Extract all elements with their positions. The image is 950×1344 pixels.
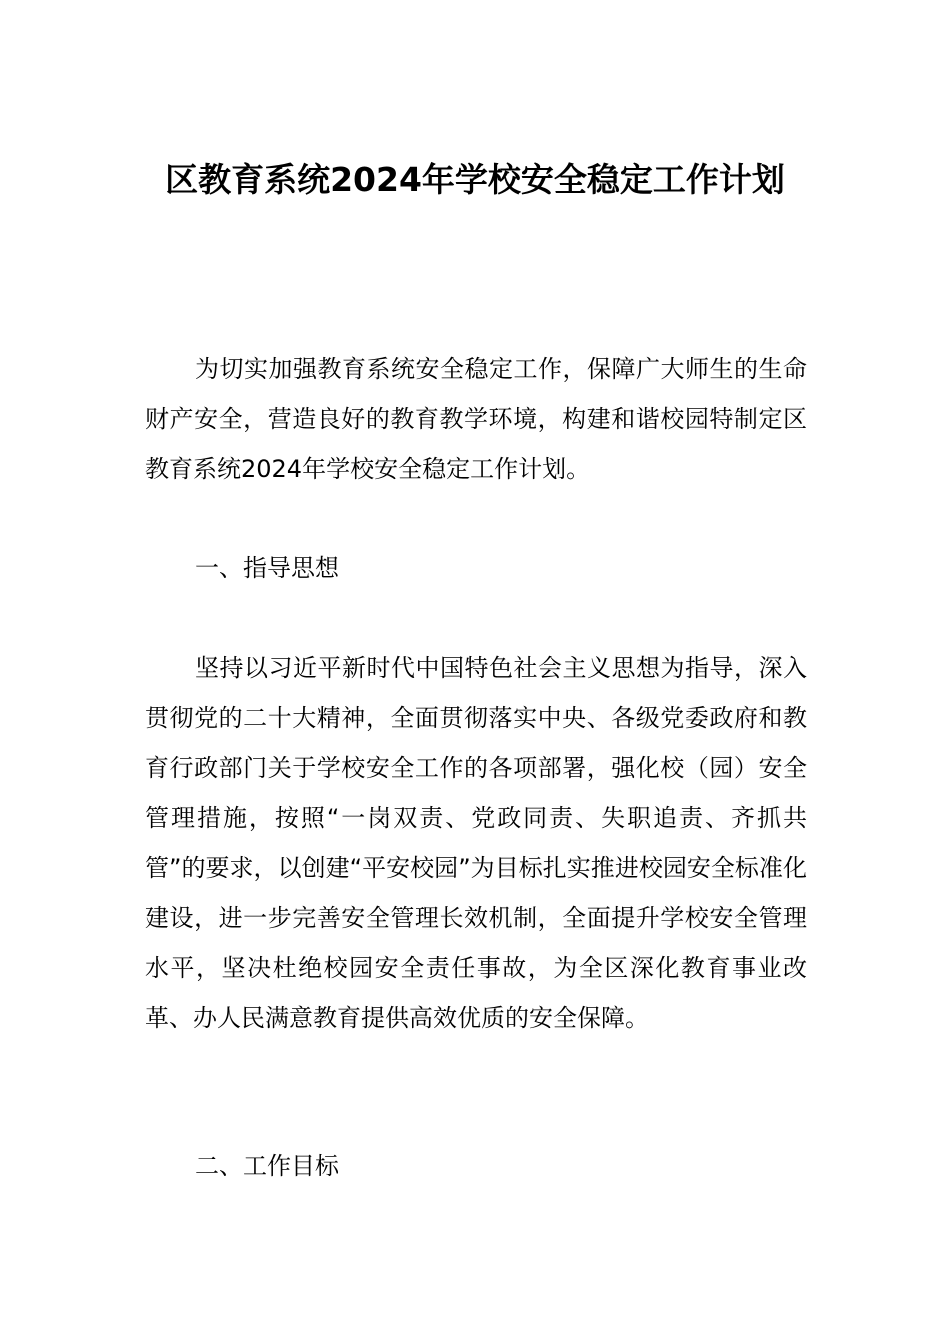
intro-paragraph: 为切实加强教育系统安全稳定工作，保障广大师生的生命财产安全，营造良好的教育教学环境，构建和谐校园特制定区教育系统2024年学校安全稳定工作计划。 [145, 355, 807, 483]
document-title: 区教育系统2024年学校安全稳定工作计划 [165, 160, 785, 199]
section-heading-guiding-ideology: 一、指导思想 [195, 554, 339, 582]
guiding-ideology-paragraph: 坚持以习近平新时代中国特色社会主义思想为指导，深入贯彻党的二十大精神，全面贯彻落实中央、各级党委政府和教育行政部门关于学校安全工作的各项部署，强化校（园）安全管理措施，按照“一岗双责、党政同责、失职追责、齐抓共管”的要求，以创建“平安校园”为目标扎实推进校园安全标准化建设，进一步完善安全管理长效机制，全面提升学校安全管理水平，坚决杜绝校园安全责任事故，为全区深化教育事业改革、办人民满意教育提供高效优质的安全保障。 [145, 654, 807, 1032]
section-heading-work-goals: 二、工作目标 [195, 1152, 339, 1180]
